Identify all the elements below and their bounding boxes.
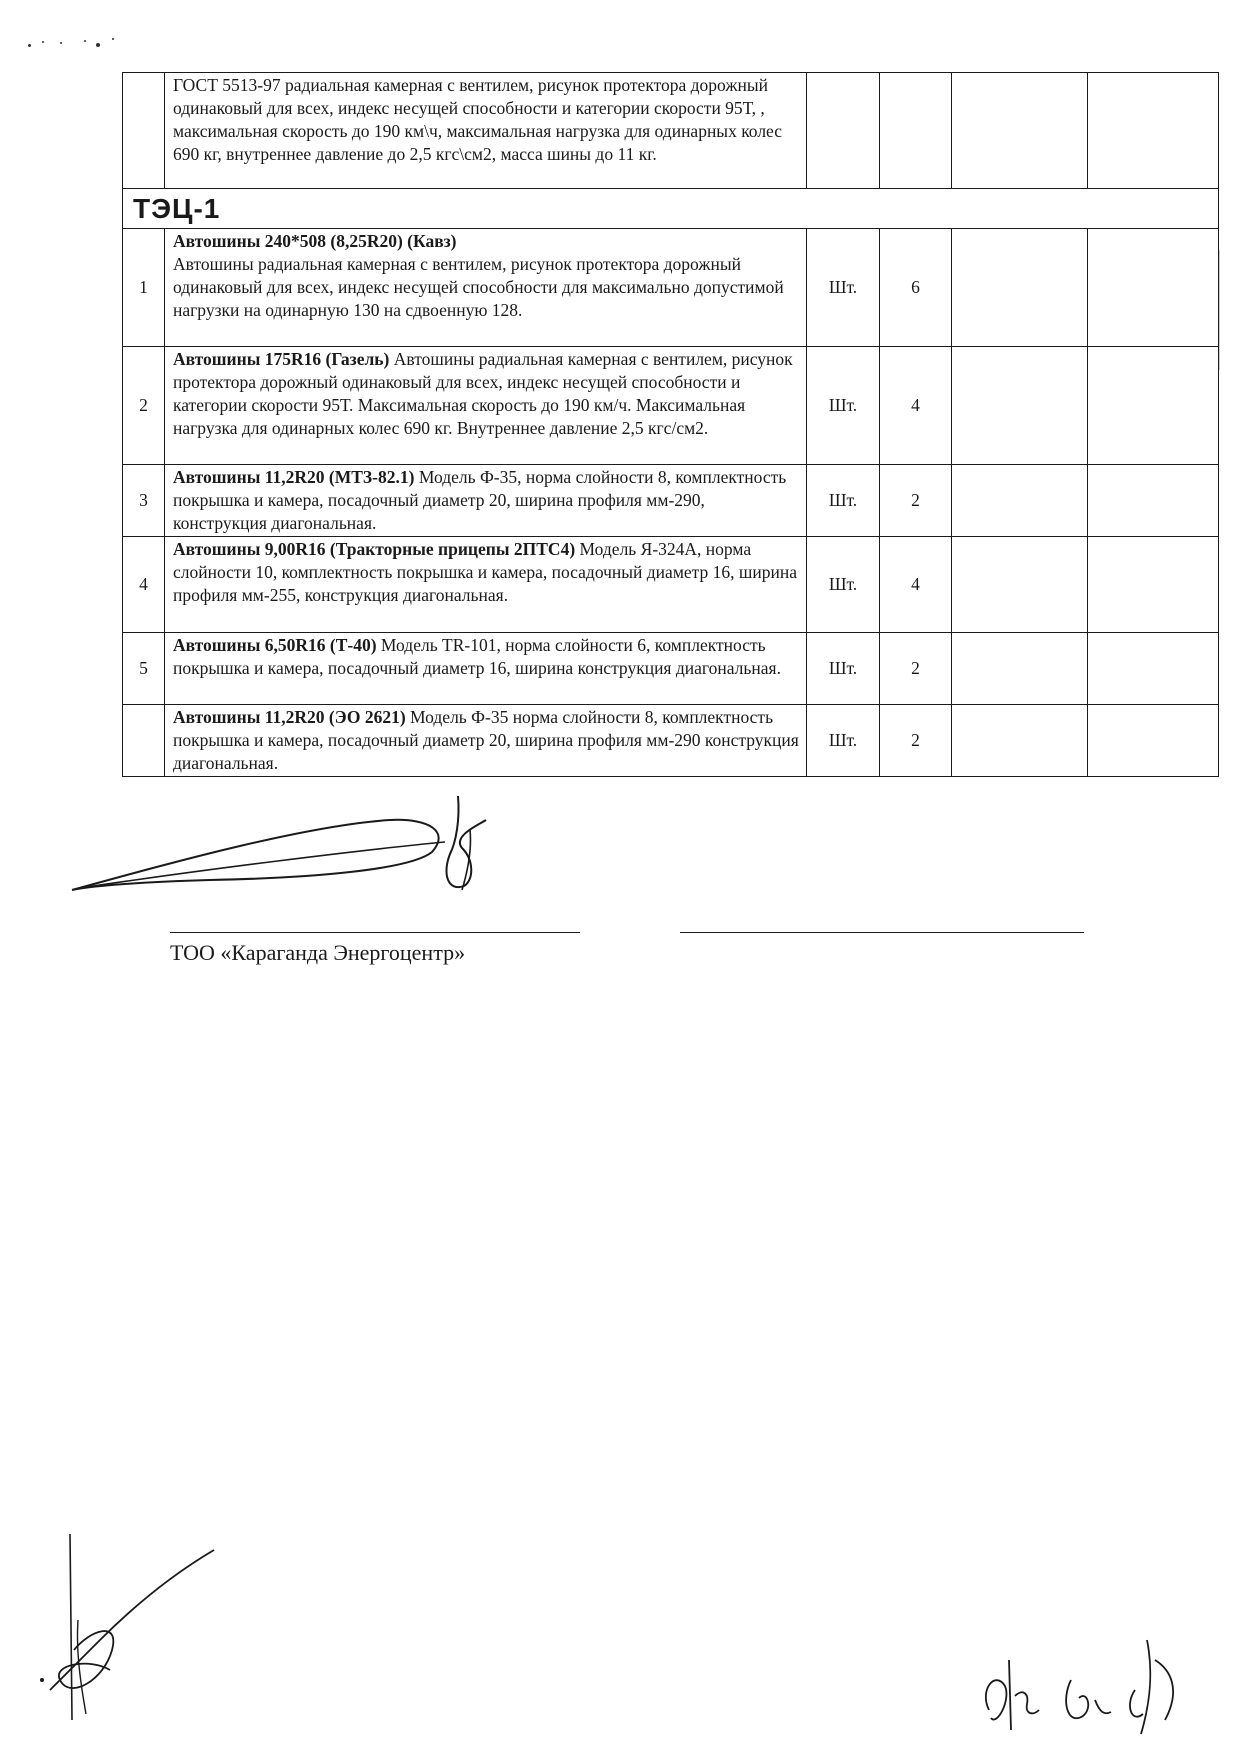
table-row [123,633,1219,705]
section-title: ТЭЦ-1 [123,189,1219,229]
row-description [165,633,807,705]
row-description: ГОСТ 5513-97 радиальная камерная с вентилем, рисунок протектора дорожный одинаковый для всех, индекс несущей способности и категории скорости 95Т, , максимальная скорость до 190 км\ч, максимальная нагрузка для одинарных колес 690 кг, внутреннее давление до 2,5 кгс\см2, масса шины до 11 кг. [165,73,807,189]
row-number: 1 [123,229,165,347]
row-unit: Шт. [807,537,880,633]
row-unit: Шт. [807,229,880,347]
empty-cell [952,633,1088,705]
empty-cell [1088,347,1219,465]
item-title: Автошины 11,2R20 (МТЗ-82.1) [173,467,415,487]
empty-cell [1088,229,1219,347]
scan-speck [28,44,31,47]
item-title: Автошины 9,00R16 (Тракторные прицепы 2ПТС4) [173,539,576,559]
row-quantity: 4 [880,347,952,465]
row-number: 5 [123,633,165,705]
row-description [165,465,807,537]
section-row [123,189,1219,229]
margin-initials [30,1530,230,1730]
empty-cell [1088,705,1219,777]
row-number: 3 [123,465,165,537]
empty-cell [1088,73,1219,189]
item-text: Модель Я-324А, норма слойности 10, комплектность покрышка и камера, посадочный диаметр 16, ширина профиля мм-255, конструкция диагональная. [173,539,797,605]
row-description [165,347,807,465]
margin-initials [975,1630,1195,1740]
empty-cell [1088,465,1219,537]
table-row [123,229,1219,347]
row-number: 4 [123,537,165,633]
organization-name: ТОО «Караганда Энергоцентр» [170,940,466,965]
signature-line-left [170,932,580,933]
row-unit: Шт. [807,705,880,777]
handwritten-signature [60,790,490,910]
empty-cell [952,465,1088,537]
row-unit [807,73,880,189]
item-text: Модель Ф-35, норма слойности 8, комплектность покрышка и камера, посадочный диаметр 20, ширина профиля мм-290, конструкция диагональная. [173,467,787,533]
row-quantity [880,73,952,189]
row-quantity: 2 [880,705,952,777]
item-text: Автошины радиальная камерная с вентилем, рисунок протектора дорожный одинаковый для всех, индекс несущей способности для максимально допустимой нагрузки на одинарную 130 на сдвоенную 128. [173,254,784,320]
empty-cell [952,229,1088,347]
row-number: 2 [123,347,165,465]
row-quantity: 6 [880,229,952,347]
table-row [123,73,1219,189]
item-title: Автошины 11,2R20 (ЭО 2621) [173,707,406,727]
row-description [165,229,807,347]
row-unit: Шт. [807,465,880,537]
empty-cell [952,73,1088,189]
table-row [123,465,1219,537]
scan-speck [84,40,86,42]
row-unit: Шт. [807,633,880,705]
scan-speck [112,38,114,40]
specification-table [122,72,1219,777]
item-title: Автошины 6,50R16 (Т-40) [173,635,377,655]
empty-cell [952,537,1088,633]
item-text: Модель Ф-35 норма слойности 8, комплектность покрышка и камера, посадочный диаметр 20, ширина профиля мм-290 конструкция диагональная. [173,707,799,773]
item-text: Модель TR-101, норма слойности 6, комплектность покрышка и камера, посадочный диаметр 16, ширина конструкция диагональная. [173,635,781,678]
table-row [123,705,1219,777]
signature-line-right [680,932,1084,933]
scan-speck [60,42,62,44]
row-description [165,705,807,777]
empty-cell [952,347,1088,465]
row-quantity: 2 [880,633,952,705]
row-number [123,705,165,777]
table-row [123,537,1219,633]
scan-speck [96,43,100,47]
scan-speck [42,41,44,43]
table-row [123,347,1219,465]
row-description [165,537,807,633]
item-title: Автошины 175R16 (Газель) [173,349,390,369]
row-unit: Шт. [807,347,880,465]
empty-cell [1088,633,1219,705]
empty-cell [952,705,1088,777]
item-title: Автошины 240*508 (8,25R20) (Кавз) [173,231,457,251]
row-quantity: 2 [880,465,952,537]
item-text: Автошины радиальная камерная с вентилем, рисунок протектора дорожный одинаковый для всех, индекс несущей способности и категории скорости 95Т. Максимальная скорость до 190 км/ч. Максимальная нагрузка для одинарных колес 690 кг. Внутреннее давление 2,5 кгс/см2. [173,349,793,438]
row-quantity: 4 [880,537,952,633]
row-number [123,73,165,189]
empty-cell [1088,537,1219,633]
